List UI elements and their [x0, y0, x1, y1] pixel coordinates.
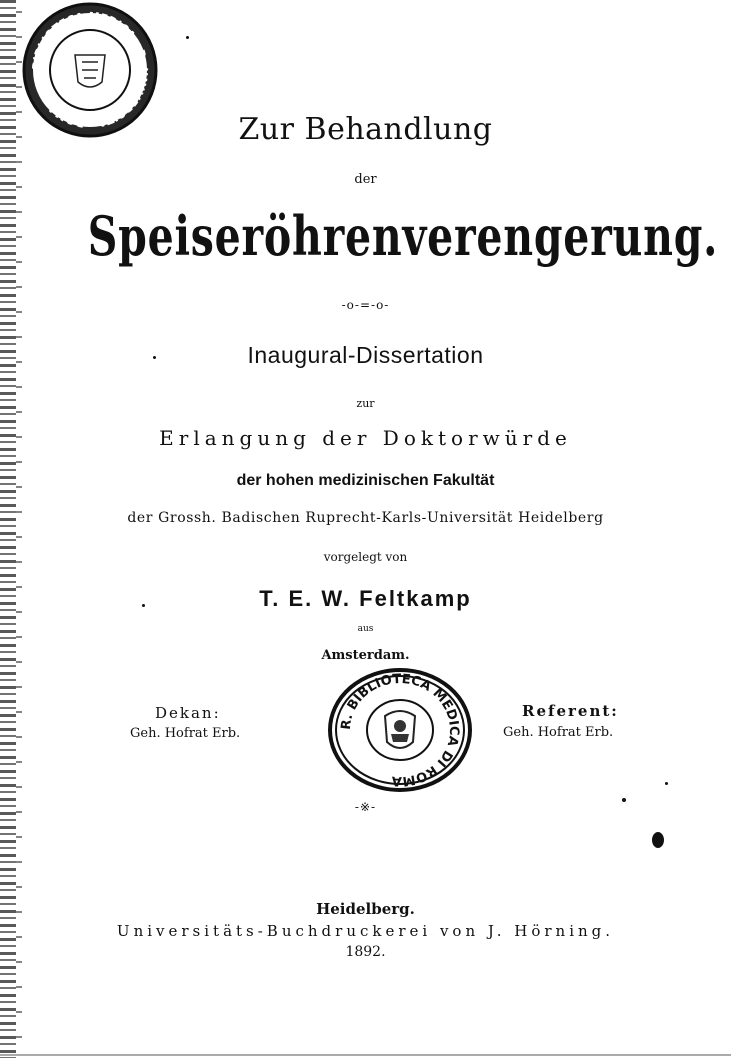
library-stamp-center	[327, 668, 473, 792]
stamp-ring-text: R. BIBLIOTECA MEDICA DI ROMA	[338, 671, 462, 789]
ornament-divider: -o-=-o-	[341, 298, 390, 312]
imprint-city: Heidelberg.	[316, 900, 415, 918]
dissertation-type: Inaugural-Dissertation	[247, 342, 484, 368]
imprint-year: 1892.	[345, 944, 386, 960]
faculty-line: der hohen medizinischen Fakultät	[236, 472, 495, 489]
referent-label: Referent:	[522, 702, 619, 720]
university-line: der Grossh. Badischen Ruprecht-Karls-Universität Heidelberg	[127, 510, 604, 526]
ornament-divider-bottom: -※-	[354, 800, 377, 814]
dissertation-purpose: Erlangung der Doktorwürde	[159, 426, 572, 450]
author-name: T. E. W. Feltkamp	[259, 586, 472, 611]
dekan-label: Dekan:	[155, 704, 221, 722]
scan-bottom-edge	[0, 1054, 731, 1056]
crest-icon	[385, 711, 415, 748]
author-origin: Amsterdam.	[321, 648, 410, 663]
ink-spot	[652, 832, 664, 848]
dekan-name: Geh. Hofrat Erb.	[130, 726, 241, 741]
presented-by: vorgelegt von	[323, 550, 408, 564]
dissertation-zur: zur	[356, 397, 375, 410]
title-connector: der	[354, 172, 377, 187]
title-line-2: Speiseröhrenverengerung.	[87, 204, 719, 268]
referent-name: Geh. Hofrat Erb.	[503, 725, 614, 740]
imprint-printer: Universitäts-Buchdruckerei von J. Hörning.	[116, 922, 615, 940]
author-aus: aus	[357, 624, 374, 634]
stamp-ring-text: BIBLIOTECA MEDICA - R. UNIVERSITA - ROMA	[29, 9, 151, 131]
ink-spot	[153, 356, 156, 359]
title-line-1: Zur Behandlung	[238, 112, 493, 147]
ink-spot	[142, 604, 145, 607]
ink-spot	[622, 798, 626, 802]
ink-spot	[186, 36, 189, 39]
ink-spot	[665, 782, 668, 785]
